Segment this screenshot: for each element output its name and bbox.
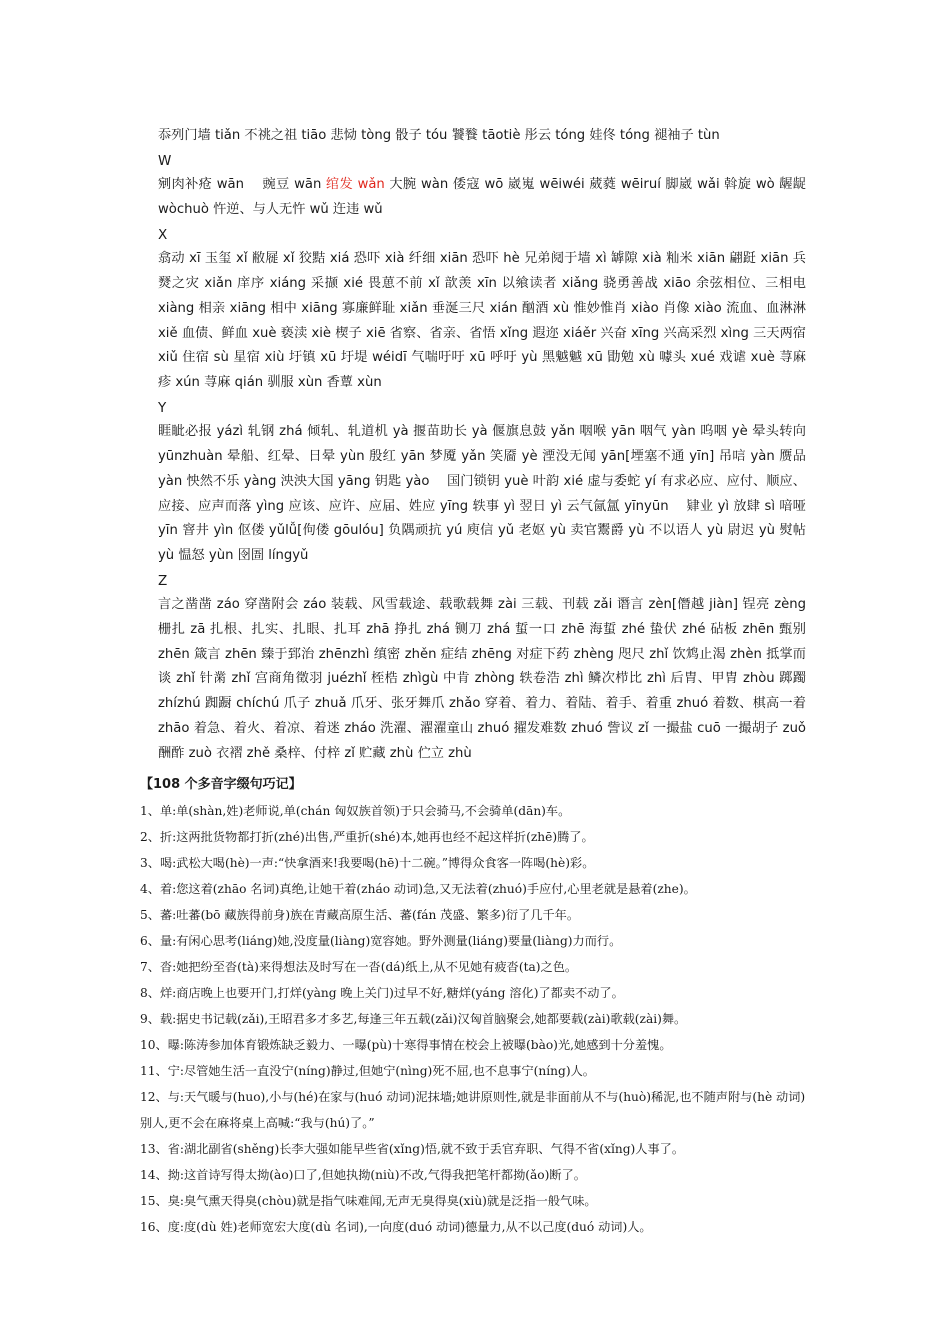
z-section: 言之凿凿 záo 穿凿附会 záo 装载、风雪载途、载歌载舞 zài 三载、刊载 zǎi 谮言 zèn[僭越 jiàn] 锃亮 zèng 栅扎 zā 扎根、扎实、扎眼、扎耳 zhā 挣扎 zhá 铡刀 zhá 蜇一口 zhē 海蜇 zhé 蛰伏 zhé 砧板 zhēn 甄别 zhēn 箴言 zhēn 臻于郅治 zhēnzhì 缜密 zhěn 症结 zhēng 对症下药 zhèng 咫尺 zhǐ 饮鸩止渴 zhèn 抵掌而谈 zhǐ 针黹 zhǐ 宫商角徵羽 juézhǐ 桎梏 zhìgù 中肯 zhòng 轶卷浩 zhì 鳞次栉比 zhì 后胄、甲胄 zhòu 踯躅 zhízhú 踟蹰 chíchú 爪子 zhuǎ 爪牙、张牙舞爪 zhǎo 穿着、着力、着陆、着手、着重 zhuó 着数、棋高一着 zhāo 着急、着火、着凉、着迷 zháo 洗濯、濯濯童山 zhuó 擢发难数 zhuó 訾议 zǐ 一撮盐 cuō 一撮胡子 zuǒ 酬酢 zuò 衣褶 zhě 桑梓、付梓 zǐ 贮藏 zhù 伫立 zhù bbox=[158, 597, 806, 761]
letter-w-heading: W bbox=[158, 152, 172, 169]
letter-x-heading: X bbox=[158, 226, 168, 243]
list-item: 6、量:有闲心思考(liáng)她,没度量(liàng)宽容她。野外测量(liáng)要量(liàng)力而行。 bbox=[140, 934, 622, 948]
list-item: 12、与:天气暖与(huo),小与(hé)在家与(huó 动词)泥抹墙;她讲原则性,就是非面前从不与(huò)稀泥,也不随声附与(hè 动词)别人,更不会在麻将桌上高喊:“我与(hú)了。” bbox=[140, 1090, 806, 1130]
list-item: 5、蕃:吐蕃(bō 藏族得前身)族在青藏高原生活、蕃(fán 茂盛、繁多)衍了几千年。 bbox=[140, 908, 580, 922]
list-item: 11、宁:尽管她生活一直没宁(níng)静过,但她宁(nìng)死不屈,也不息事宁(níng)人。 bbox=[140, 1064, 595, 1078]
x-section: 翕动 xī 玉玺 xǐ 敝屣 xǐ 狡黠 xiá 恐吓 xià 纤细 xiān 恐吓 hè 兄弟阋于墙 xì 罅隙 xià 籼米 xiān 翩跹 xiān 兵燹之灾 xiǎn 庠序 xiáng 采撷 xié 畏葸不前 xǐ 歆羡 xīn 以飨读者 xiǎng 骁勇善战 xiāo 余弦相位、三相电 xiàng 相亲 xiāng 相中 xiāng 寡廉鲜耻 xiǎn 垂涎三尺 xián 酗酒 xù 惟妙惟肖 xiào 肖像 xiào 流血、血淋淋 xiě 血债、鲜血 xuè 亵渎 xiè 楔子 xiē 省察、省亲、省悟 xǐng 遐迩 xiáěr 兴奋 xīng 兴高采烈 xìng 三天两宿 xiǔ 住宿 sù 星宿 xiù 圩镇 xū 圩堤 wéidī 气喘吁吁 xū 呼吁 yù 黑魆魆 xū 勖勉 xù 噱头 xué 戏谑 xuè 荨麻疹 xún 荨麻 qián 驯服 xùn 香蕈 xùn bbox=[158, 251, 806, 390]
letter-y-heading: Y bbox=[158, 399, 167, 416]
list-item: 10、曝:陈涛参加体育锻炼缺乏毅力、一曝(pù)十寒得事情在校会上被曝(bào)光,她感到十分羞愧。 bbox=[140, 1038, 672, 1052]
list-item: 7、沓:她把纷至沓(tà)来得想法及时写在一沓(dá)纸上,从不见她有疲沓(ta)之色。 bbox=[140, 960, 578, 974]
letter-z-heading: Z bbox=[158, 572, 168, 589]
w-section bbox=[158, 173, 806, 222]
t-section-tail: 忝列门墙 tiǎn 不祧之祖 tiāo 悲恸 tòng 骰子 tóu 饕餮 tāotiè 彤云 tóng 娃佟 tóng 褪袖子 tùn bbox=[158, 128, 720, 143]
w-text-start: 剜肉补疮 wān 豌豆 wān bbox=[158, 177, 326, 193]
list-item: 15、臭:臭气熏天得臭(chòu)就是指气味难闻,无声无臭得臭(xiù)就是泛指一般气味。 bbox=[140, 1194, 597, 1208]
list-item: 8、烊:商店晚上也要开门,打烊(yàng 晚上关门)过早不好,糖烊(yáng 溶化)了都卖不动了。 bbox=[140, 986, 624, 1000]
list-item: 1、单:单(shàn,姓)老师说,单(chán 匈奴族首领)于只会骑马,不会骑单(dān)车。 bbox=[140, 804, 571, 818]
w-text-end: 大腕 wàn 倭寇 wō 崴嵬 wēiwéi 葳蕤 wēiruí 脚崴 wǎi 斡旋 wò 龌龊 wòchuò 忤逆、与人无忤 wǔ 迕违 wǔ bbox=[158, 177, 806, 218]
list-item: 16、度:度(dù 姓)老师宽宏大度(dù 名词),一向度(duó 动词)德量力,从不以己度(duó 动词)人。 bbox=[140, 1220, 652, 1234]
pronunciation-list bbox=[158, 124, 806, 766]
list-item: 3、喝:武松大喝(hè)一声:“快拿酒来!我要喝(hē)十二碗。”博得众食客一阵喝(hè)彩。 bbox=[140, 856, 595, 870]
section-heading: 【108 个多音字缀句巧记】 bbox=[140, 777, 302, 792]
mnemonic-section bbox=[140, 772, 815, 1240]
list-item: 9、载:据史书记载(zǎi),王昭君多才多艺,每逢三年五载(zǎi)汉匈首脑聚会,她都要载(zài)歌载(zài)舞。 bbox=[140, 1012, 687, 1026]
list-item: 13、省:湖北副省(shěng)长李大强如能早些省(xǐng)悟,就不致于丢官弃职、气得不省(xǐng)人事了。 bbox=[140, 1142, 685, 1156]
w-highlight: 绾发 wǎn bbox=[325, 177, 385, 193]
y-section: 睚眦必报 yázì 轧钢 zhá 倾轧、轧道机 yà 揠苗助长 yà 偃旗息鼓 yǎn 咽喉 yān 咽气 yàn 呜咽 yè 晕头转向 yūnzhuàn 晕船、红晕、日晕 yùn 殷红 yān 梦魇 yǎn 笑靥 yè 湮没无闻 yān[堙塞不通 yīn] 吊唁 yàn 赝品 yàn 怏然不乐 yàng 泱泱大国 yāng 钥匙 yào 国门锁钥 yuè 叶韵 xié 虚与委蛇 yí 有求必应、应付、顺应、应接、应声而落 yìng 应该、应许、应届、姓应 yīng 轶事 yì 翌日 yì 云气氤氲 yīnyūn 肄业 yì 放肆 sì 喑哑 yīn 窨井 yìn 伛偻 yǔlǚ[佝偻 gōulóu] 负隅顽抗 yú 庾信 yǔ 老妪 yù 卖官鬻爵 yù 不以语人 yù 尉迟 yù 熨帖 yù 愠怒 yùn 囹圄 língyǔ bbox=[158, 424, 806, 563]
list-item: 2、折:这两批货物都打折(zhé)出售,严重折(shé)本,她再也经不起这样折(zhē)腾了。 bbox=[140, 830, 594, 844]
list-item: 14、拗:这首诗写得太拗(ào)口了,但她执拗(niù)不改,气得我把笔杆都拗(ǎo)断了。 bbox=[140, 1168, 586, 1182]
list-item: 4、着:您这着(zhāo 名词)真绝,让她干着(zháo 动词)急,又无法着(zhuó)手应付,心里老就是悬着(zhe)。 bbox=[140, 882, 696, 896]
